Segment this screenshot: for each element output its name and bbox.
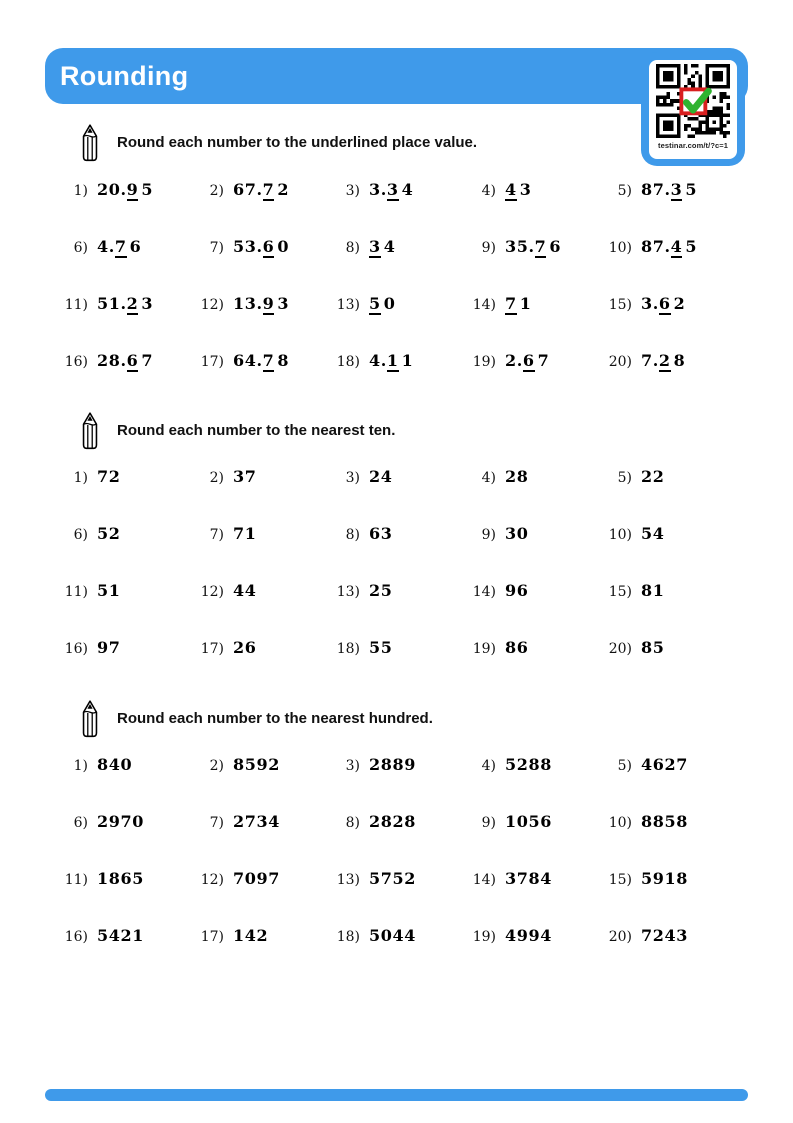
item-label: 14) xyxy=(472,297,496,313)
worksheet-item xyxy=(605,522,741,579)
worksheet-item xyxy=(61,579,197,636)
item-number: 22 xyxy=(641,467,665,486)
item-label: 14) xyxy=(472,872,496,888)
qr-caption: testinar.com/t/?c=1 xyxy=(657,140,729,150)
section-2-items xyxy=(61,465,741,693)
item-number: 2828 xyxy=(369,812,416,831)
item-label: 18) xyxy=(336,641,360,657)
item-label: 6) xyxy=(73,527,88,543)
item-label: 5) xyxy=(617,183,632,199)
item-label: 2) xyxy=(209,470,224,486)
item-label: 3) xyxy=(345,470,360,486)
item-number: 5752 xyxy=(369,869,416,888)
item-label: 10) xyxy=(608,815,632,831)
item-number: 7.2 8 xyxy=(641,351,686,370)
underlined-digit: 6 xyxy=(262,237,275,256)
worksheet-item xyxy=(333,810,469,867)
underlined-digit: 3 xyxy=(670,180,683,199)
item-label: 7) xyxy=(209,240,224,256)
item-label: 19) xyxy=(472,641,496,657)
item-number: 35.7 6 xyxy=(505,237,562,256)
worksheet-item xyxy=(197,522,333,579)
item-number: 52 xyxy=(97,524,121,543)
worksheet-item xyxy=(469,235,605,292)
item-number: 3784 xyxy=(505,869,552,888)
pencil-icon xyxy=(78,123,102,162)
underlined-digit: 4 xyxy=(505,180,517,199)
underlined-digit: 3 xyxy=(386,180,399,199)
worksheet-item xyxy=(197,349,333,406)
section-2-instruction: Round each number to the nearest ten. xyxy=(117,421,396,439)
item-label: 11) xyxy=(64,872,88,888)
item-label: 11) xyxy=(64,584,88,600)
worksheet-item xyxy=(333,924,469,981)
item-label: 17) xyxy=(200,641,224,657)
item-label: 15) xyxy=(608,297,632,313)
item-number: 53.6 0 xyxy=(233,237,290,256)
item-label: 5) xyxy=(617,758,632,774)
item-label: 16) xyxy=(64,354,88,370)
item-label: 20) xyxy=(608,354,632,370)
item-number: 87.4 5 xyxy=(641,237,698,256)
worksheet-item xyxy=(61,867,197,924)
item-number: 30 xyxy=(505,524,529,543)
item-number: 5 0 xyxy=(369,294,396,313)
underlined-digit: 2 xyxy=(126,294,139,313)
item-number: 37 xyxy=(233,467,257,486)
item-number: 4 3 xyxy=(505,180,532,199)
item-number: 142 xyxy=(233,926,269,945)
worksheet-item xyxy=(469,522,605,579)
item-number: 44 xyxy=(233,581,257,600)
item-label: 5) xyxy=(617,470,632,486)
item-number: 28 xyxy=(505,467,529,486)
worksheet-item xyxy=(333,349,469,406)
worksheet-item xyxy=(333,178,469,235)
worksheet-item xyxy=(197,465,333,522)
item-number: 5421 xyxy=(97,926,144,945)
worksheet-item xyxy=(61,522,197,579)
item-number: 2970 xyxy=(97,812,144,831)
item-label: 18) xyxy=(336,929,360,945)
qr-card-inner xyxy=(649,60,737,159)
item-number: 4.1 1 xyxy=(369,351,414,370)
worksheet-item xyxy=(197,636,333,693)
item-number: 85 xyxy=(641,638,665,657)
underlined-digit: 9 xyxy=(262,294,275,313)
item-label: 20) xyxy=(608,929,632,945)
worksheet-item xyxy=(605,636,741,693)
item-number: 5044 xyxy=(369,926,416,945)
item-label: 18) xyxy=(336,354,360,370)
worksheet-item xyxy=(605,924,741,981)
item-number: 28.6 7 xyxy=(97,351,154,370)
item-label: 4) xyxy=(481,758,496,774)
underlined-digit: 4 xyxy=(670,237,683,256)
item-number: 81 xyxy=(641,581,665,600)
section-1-items xyxy=(61,178,741,406)
item-label: 8) xyxy=(345,240,360,256)
item-number: 86 xyxy=(505,638,529,657)
item-label: 13) xyxy=(336,872,360,888)
worksheet-item xyxy=(605,292,741,349)
worksheet-item xyxy=(605,178,741,235)
worksheet-item xyxy=(469,292,605,349)
underlined-digit: 9 xyxy=(126,180,139,199)
worksheet-item xyxy=(333,579,469,636)
worksheet-item xyxy=(469,924,605,981)
worksheet-item xyxy=(605,867,741,924)
item-label: 13) xyxy=(336,584,360,600)
worksheet-item xyxy=(605,349,741,406)
worksheet-item xyxy=(469,810,605,867)
worksheet-item xyxy=(61,753,197,810)
item-number: 3.6 2 xyxy=(641,294,686,313)
item-label: 7) xyxy=(209,815,224,831)
item-number: 3 4 xyxy=(369,237,396,256)
item-number: 2889 xyxy=(369,755,416,774)
item-label: 16) xyxy=(64,929,88,945)
worksheet-item xyxy=(469,867,605,924)
worksheet-item xyxy=(61,924,197,981)
item-number: 54 xyxy=(641,524,665,543)
item-number: 87.3 5 xyxy=(641,180,698,199)
worksheet-item xyxy=(605,235,741,292)
worksheet-item xyxy=(197,810,333,867)
item-label: 2) xyxy=(209,183,224,199)
item-number: 72 xyxy=(97,467,121,486)
worksheet-item xyxy=(605,579,741,636)
worksheet-item xyxy=(61,810,197,867)
worksheet-item xyxy=(605,753,741,810)
worksheet-item xyxy=(197,579,333,636)
item-number: 97 xyxy=(97,638,121,657)
item-label: 11) xyxy=(64,297,88,313)
item-number: 24 xyxy=(369,467,393,486)
item-number: 4627 xyxy=(641,755,688,774)
item-label: 17) xyxy=(200,929,224,945)
item-label: 6) xyxy=(73,240,88,256)
item-number: 3.3 4 xyxy=(369,180,414,199)
worksheet-item xyxy=(605,810,741,867)
item-number: 1865 xyxy=(97,869,144,888)
worksheet-item xyxy=(605,465,741,522)
section-1-header xyxy=(78,122,477,162)
item-label: 8) xyxy=(345,527,360,543)
item-number: 71 xyxy=(233,524,257,543)
item-label: 10) xyxy=(608,240,632,256)
underlined-digit: 7 xyxy=(114,237,127,256)
underlined-digit: 3 xyxy=(369,237,381,256)
pencil-icon xyxy=(78,699,102,738)
item-label: 13) xyxy=(336,297,360,313)
item-label: 3) xyxy=(345,758,360,774)
worksheet-item xyxy=(197,235,333,292)
item-number: 2.6 7 xyxy=(505,351,550,370)
footer-bar xyxy=(45,1089,748,1101)
worksheet-item xyxy=(333,292,469,349)
item-label: 2) xyxy=(209,758,224,774)
section-3-items xyxy=(61,753,741,981)
underlined-digit: 6 xyxy=(126,351,139,370)
item-label: 1) xyxy=(73,183,88,199)
underlined-digit: 2 xyxy=(658,351,671,370)
worksheet-item xyxy=(469,753,605,810)
item-number: 8858 xyxy=(641,812,688,831)
item-label: 3) xyxy=(345,183,360,199)
item-label: 15) xyxy=(608,872,632,888)
item-label: 19) xyxy=(472,354,496,370)
worksheet-item xyxy=(61,292,197,349)
item-number: 25 xyxy=(369,581,393,600)
item-label: 6) xyxy=(73,815,88,831)
item-number: 51.2 3 xyxy=(97,294,154,313)
item-label: 8) xyxy=(345,815,360,831)
worksheet-item xyxy=(197,867,333,924)
item-label: 10) xyxy=(608,527,632,543)
underlined-digit: 6 xyxy=(522,351,535,370)
item-label: 12) xyxy=(200,872,224,888)
underlined-digit: 1 xyxy=(386,351,399,370)
item-label: 9) xyxy=(481,240,496,256)
item-label: 20) xyxy=(608,641,632,657)
underlined-digit: 5 xyxy=(369,294,381,313)
worksheet-item xyxy=(333,753,469,810)
item-label: 12) xyxy=(200,297,224,313)
item-label: 14) xyxy=(472,584,496,600)
item-number: 5288 xyxy=(505,755,552,774)
item-label: 16) xyxy=(64,641,88,657)
item-number: 7097 xyxy=(233,869,280,888)
worksheet-item xyxy=(333,465,469,522)
worksheet-item xyxy=(469,465,605,522)
item-label: 9) xyxy=(481,815,496,831)
worksheet-item xyxy=(197,924,333,981)
item-number: 51 xyxy=(97,581,121,600)
worksheet-item xyxy=(333,636,469,693)
worksheet-item xyxy=(61,349,197,406)
item-label: 7) xyxy=(209,527,224,543)
worksheet-item xyxy=(197,292,333,349)
item-label: 15) xyxy=(608,584,632,600)
worksheet-item xyxy=(61,178,197,235)
qr-code-icon xyxy=(656,64,730,138)
section-1-instruction: Round each number to the underlined place value. xyxy=(117,133,478,151)
underlined-digit: 7 xyxy=(262,351,275,370)
section-3-header xyxy=(78,698,433,738)
item-number: 2734 xyxy=(233,812,280,831)
worksheet-item xyxy=(469,636,605,693)
item-number: 96 xyxy=(505,581,529,600)
worksheet-item xyxy=(61,465,197,522)
worksheet-item xyxy=(469,178,605,235)
item-number: 55 xyxy=(369,638,393,657)
item-number: 4994 xyxy=(505,926,552,945)
underlined-digit: 7 xyxy=(262,180,275,199)
item-number: 8592 xyxy=(233,755,280,774)
section-3-instruction: Round each number to the nearest hundred. xyxy=(117,709,433,727)
item-label: 17) xyxy=(200,354,224,370)
item-label: 4) xyxy=(481,470,496,486)
worksheet-item xyxy=(469,579,605,636)
section-2-header xyxy=(78,410,395,450)
page-title: Rounding xyxy=(60,60,189,91)
qr-card xyxy=(641,52,745,166)
item-number: 67.7 2 xyxy=(233,180,290,199)
worksheet-item xyxy=(333,235,469,292)
item-number: 840 xyxy=(97,755,133,774)
item-number: 26 xyxy=(233,638,257,657)
item-label: 1) xyxy=(73,758,88,774)
item-number: 13.9 3 xyxy=(233,294,290,313)
item-number: 7 1 xyxy=(505,294,532,313)
worksheet-item xyxy=(333,522,469,579)
worksheet-item xyxy=(61,636,197,693)
worksheet-item xyxy=(469,349,605,406)
pencil-icon xyxy=(78,411,102,450)
item-label: 12) xyxy=(200,584,224,600)
item-label: 1) xyxy=(73,470,88,486)
worksheet-item xyxy=(197,753,333,810)
item-label: 4) xyxy=(481,183,496,199)
worksheet-item xyxy=(333,867,469,924)
underlined-digit: 7 xyxy=(505,294,517,313)
item-number: 5918 xyxy=(641,869,688,888)
item-number: 7243 xyxy=(641,926,688,945)
item-number: 20.9 5 xyxy=(97,180,154,199)
item-number: 1056 xyxy=(505,812,552,831)
underlined-digit: 7 xyxy=(534,237,547,256)
item-number: 4.7 6 xyxy=(97,237,142,256)
item-number: 63 xyxy=(369,524,393,543)
worksheet-item xyxy=(61,235,197,292)
item-label: 9) xyxy=(481,527,496,543)
worksheet-item xyxy=(197,178,333,235)
underlined-digit: 6 xyxy=(658,294,671,313)
item-number: 64.7 8 xyxy=(233,351,290,370)
item-label: 19) xyxy=(472,929,496,945)
